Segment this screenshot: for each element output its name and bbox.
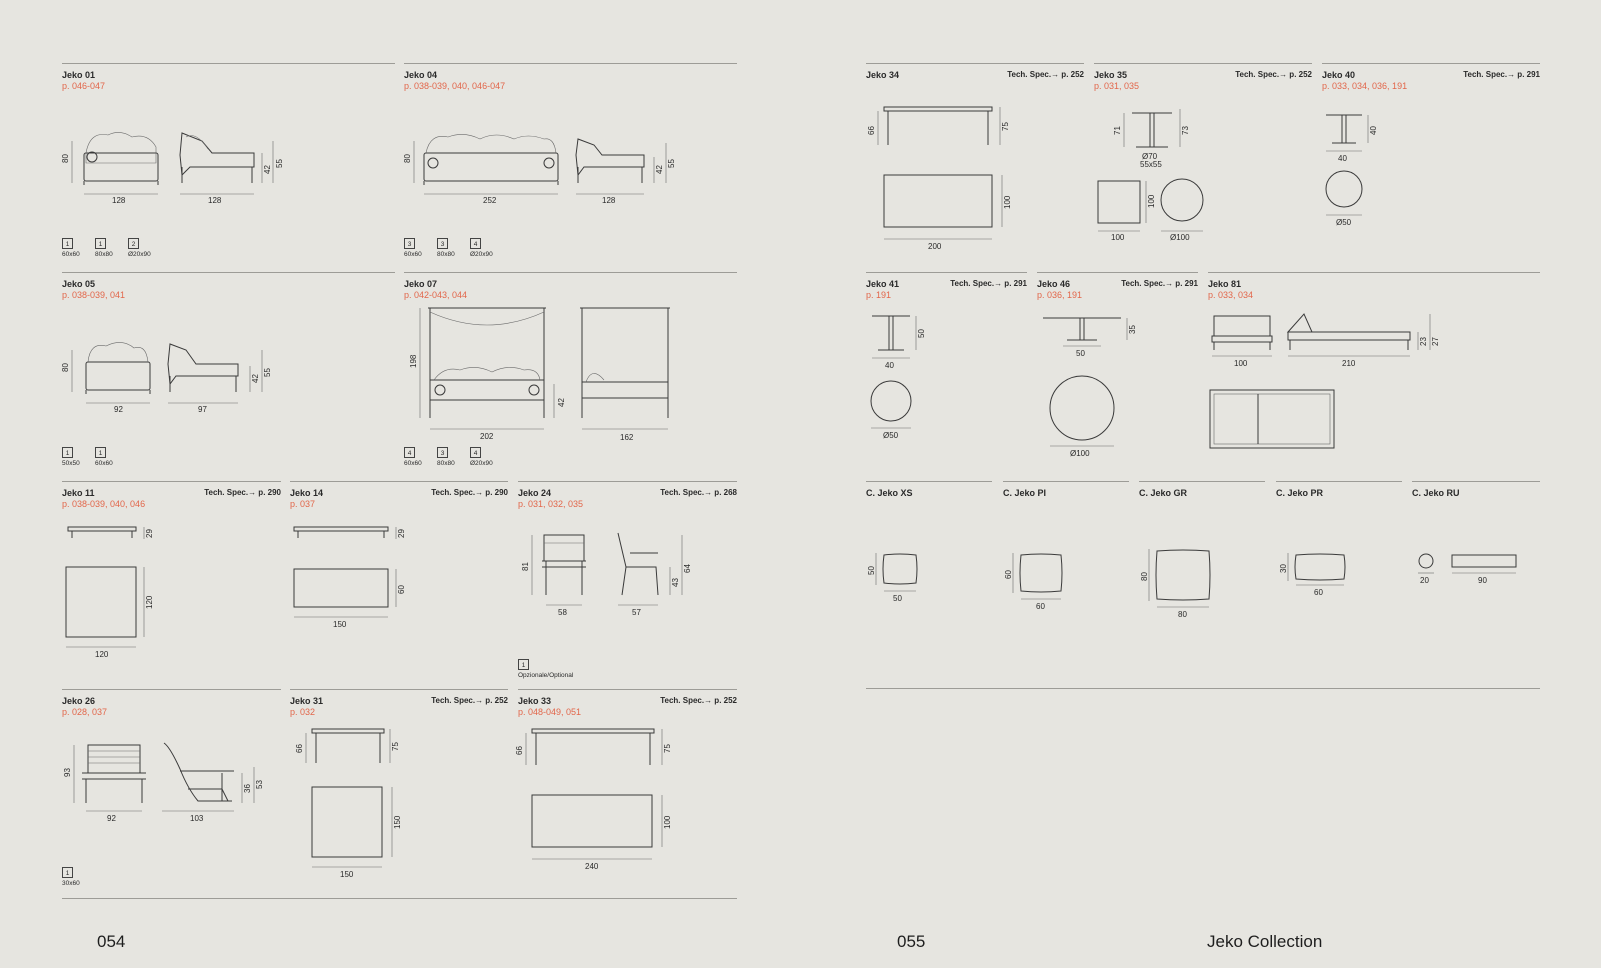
page-reference: p. 046-047 [62, 81, 106, 91]
product-jeko-40 [1322, 63, 1540, 270]
side-view [576, 139, 644, 183]
dim-height: 80 [1140, 572, 1149, 581]
product-name: Jeko 31 [290, 696, 324, 706]
product-jeko-01 [62, 63, 395, 270]
product-jeko-14 [290, 481, 508, 686]
low-table-drawing [1037, 272, 1198, 479]
dim-arm: 55 [263, 368, 272, 377]
dim-width: 150 [333, 620, 347, 629]
page-reference: p. 028, 037 [62, 707, 108, 717]
bottom-rule-right [866, 688, 1540, 689]
dim-seat: 42 [655, 165, 664, 174]
fabric-bolster: 4 Ø20x90 [470, 238, 493, 258]
product-jeko-34 [866, 63, 1084, 270]
side-view [180, 133, 254, 183]
dim-width: 202 [480, 432, 494, 441]
tech-spec-link[interactable]: Tech. Spec.→ p. 290 [431, 488, 508, 497]
page-number-right: 055 [897, 932, 926, 951]
product-name: Jeko 26 [62, 696, 96, 706]
tech-spec-link[interactable]: Tech. Spec.→ p. 291 [1121, 279, 1198, 288]
product-name: Jeko 41 [866, 279, 900, 289]
page-reference: p. 033, 034 [1208, 290, 1254, 300]
product-name: Jeko 34 [866, 70, 900, 80]
dim-width: 60 [1314, 588, 1323, 597]
dim-diameter: 20 [1420, 576, 1429, 585]
dim-seat: 42 [251, 374, 260, 383]
dining-table-drawing [866, 63, 1084, 270]
product-name: Jeko 24 [518, 488, 552, 498]
dim-height: 66 [295, 744, 304, 753]
dim-height: 29 [145, 529, 154, 538]
cushion-drawing [1276, 481, 1402, 686]
dim-back: 27 [1431, 337, 1440, 346]
side-view [618, 533, 658, 595]
dim-seat: 43 [671, 578, 680, 587]
side-table-drawing [1322, 63, 1540, 270]
product-name: Jeko 33 [518, 696, 552, 706]
cushion-drawing [1139, 481, 1265, 686]
product-name: Jeko 14 [290, 488, 324, 498]
dim-width: 50 [1076, 349, 1085, 358]
dim-height: 198 [409, 354, 418, 368]
fabric-bolster: 4 Ø20x90 [470, 447, 493, 467]
dim-width: 128 [112, 196, 126, 205]
dim-width: 252 [483, 196, 497, 205]
product-name: Jeko 35 [1094, 70, 1128, 80]
dim-depth: 103 [190, 814, 204, 823]
fabric-cushion: 3 60x60 [404, 238, 422, 258]
dim-diameter: Ø50 [883, 431, 899, 440]
product-jeko-04 [404, 63, 737, 270]
dim-square-depth: 100 [1147, 194, 1156, 208]
dim-height: 80 [403, 154, 412, 163]
product-name: Jeko 40 [1322, 70, 1356, 80]
dim-square-top: 55x55 [1140, 160, 1162, 169]
dim-height: 80 [61, 363, 70, 372]
product-jeko-07 [404, 272, 737, 479]
page-reference: p. 033, 034, 036, 191 [1322, 81, 1408, 91]
dim-height: 60 [1004, 570, 1013, 579]
page-reference: p. 036, 191 [1037, 290, 1083, 300]
product-name: Jeko 05 [62, 279, 96, 289]
front-view [424, 134, 558, 185]
dim-seat: 23 [1419, 337, 1428, 346]
top-view [1210, 390, 1334, 448]
dim-height: 66 [515, 746, 524, 755]
front-view [86, 342, 150, 394]
dim-height: 81 [521, 562, 530, 571]
dim-depth: 57 [632, 608, 641, 617]
page-reference: p. 038-039, 040, 046-047 [404, 81, 506, 91]
dim-arm: 64 [683, 564, 692, 573]
fabric-cushion: 1 30x60 [62, 867, 80, 887]
dim-width: 40 [1338, 154, 1347, 163]
dim-width: 40 [885, 361, 894, 370]
dim-diameter: Ø100 [1070, 449, 1090, 458]
tech-spec-link[interactable]: Tech. Spec.→ p. 290 [204, 488, 281, 497]
dim-arm: 55 [275, 159, 284, 168]
dim-depth: 150 [393, 815, 402, 829]
product-name: Jeko 46 [1037, 279, 1071, 289]
dim-depth: 100 [663, 815, 672, 829]
product-jeko-35 [1094, 63, 1312, 270]
side-table-drawing [866, 272, 1027, 479]
tech-spec-link[interactable]: Tech. Spec.→ p. 291 [950, 279, 1027, 288]
fabric-cushion: 3 80x80 [437, 238, 455, 258]
dining-chair-drawing [518, 481, 737, 686]
product-name: C. Jeko RU [1412, 488, 1460, 498]
dim-front-width: 100 [1234, 359, 1248, 368]
fabric-cushion: 1 60x60 [95, 447, 113, 467]
side-view [1288, 314, 1440, 368]
dim-table-height: 75 [1001, 122, 1010, 131]
dim-height: 50 [867, 566, 876, 575]
side-view [164, 743, 234, 801]
dining-table-drawing [290, 689, 508, 896]
product-name: C. Jeko GR [1139, 488, 1188, 498]
dim-square-width: 100 [1111, 233, 1125, 242]
dim-width: 240 [585, 862, 599, 871]
dim-depth: 128 [208, 196, 222, 205]
tech-spec-link[interactable]: Tech. Spec.→ p. 291 [1463, 70, 1540, 79]
front-view [82, 745, 146, 803]
dim-depth: 60 [397, 585, 406, 594]
dim-width: 120 [95, 650, 109, 659]
bistro-table-drawing [1094, 63, 1312, 270]
tech-spec-link[interactable]: Tech. Spec.→ p. 268 [660, 488, 737, 497]
dim-width: 80 [1178, 610, 1187, 619]
bottom-rule-left [62, 898, 737, 899]
dim-diameter: Ø50 [1336, 218, 1352, 227]
tech-spec-link[interactable]: Tech. Spec.→ p. 252 [1235, 70, 1312, 79]
product-name: C. Jeko XS [866, 488, 913, 498]
cushion-drawing [1003, 481, 1129, 686]
front-view [428, 308, 546, 418]
tech-spec-link[interactable]: Tech. Spec.→ p. 252 [1007, 70, 1084, 79]
dim-width: 200 [928, 242, 942, 251]
fabric-cushion: 1 80x80 [95, 238, 113, 258]
product-jeko-46 [1037, 272, 1198, 479]
product-name: Jeko 04 [404, 70, 438, 80]
page-reference: p. 031, 035 [1094, 81, 1140, 91]
fabric-bolster: 2 Ø20x90 [128, 238, 151, 258]
dim-height: 29 [397, 529, 406, 538]
product-jeko-24 [518, 481, 737, 686]
dim-height: 80 [61, 154, 70, 163]
fabric-cushion: 3 80x80 [437, 447, 455, 467]
page-reference: p. 038-039, 041 [62, 290, 126, 300]
product-jeko-05 [62, 272, 395, 479]
dim-round-top: Ø70 [1142, 152, 1158, 161]
fabric-optional: 1 Opzionale/Optional [518, 659, 573, 679]
page-reference: p. 042-043, 044 [404, 290, 468, 300]
product-jeko-81 [1208, 272, 1540, 479]
side-view [580, 308, 670, 418]
fabric-cushion: 1 50x50 [62, 447, 80, 467]
dim-width: 60 [1036, 602, 1045, 611]
side-view [168, 344, 238, 392]
sunbed-drawing [1208, 272, 1540, 479]
lounge-chair-drawing [62, 689, 281, 896]
dim-width: 150 [340, 870, 354, 879]
dim-depth: 100 [1003, 195, 1012, 209]
product-name: C. Jeko PR [1276, 488, 1324, 498]
dim-width: 58 [558, 608, 567, 617]
fabric-cushion: 4 60x60 [404, 447, 422, 467]
dim-width: 92 [114, 405, 123, 414]
page-reference: p. 032 [290, 707, 316, 717]
dim-table-height: 75 [663, 744, 672, 753]
dim-height: 30 [1279, 564, 1288, 573]
dim-height: 66 [867, 126, 876, 135]
dim-length: 210 [1342, 359, 1356, 368]
dim-arm: 55 [667, 159, 676, 168]
cushion-jeko-xs [866, 481, 992, 686]
front-view [1212, 316, 1272, 368]
product-name: Jeko 01 [62, 70, 96, 80]
product-name: Jeko 81 [1208, 279, 1242, 289]
collection-title: Jeko Collection [1207, 932, 1323, 951]
cushion-jeko-pi [1003, 481, 1129, 686]
dim-arm: 53 [255, 780, 264, 789]
dim-seat: 42 [263, 165, 272, 174]
dim-height: 93 [63, 768, 72, 777]
dim-length: 90 [1478, 576, 1487, 585]
front-view [542, 535, 586, 595]
dim-width: 50 [893, 594, 902, 603]
product-jeko-26 [62, 689, 281, 896]
product-jeko-31 [290, 689, 508, 896]
coffee-table-drawing [62, 481, 281, 686]
page-number-left: 054 [97, 932, 126, 951]
dim-diameter: Ø100 [1170, 233, 1190, 242]
product-jeko-41 [866, 272, 1027, 479]
dining-table-drawing [515, 689, 737, 896]
cushion-jeko-ru [1412, 481, 1540, 686]
dim-depth: 97 [198, 405, 207, 414]
dim-table-height: 73 [1181, 126, 1190, 135]
page-reference: p. 191 [866, 290, 892, 300]
dim-height: 40 [1369, 126, 1378, 135]
product-name: Jeko 11 [62, 488, 95, 498]
cushion-drawing [866, 481, 992, 686]
dim-depth: 120 [145, 595, 154, 609]
dim-height: 50 [917, 329, 926, 338]
front-view [84, 132, 158, 185]
dim-depth: 162 [620, 433, 634, 442]
dim-height: 35 [1128, 325, 1137, 334]
fabric-cushion: 1 60x60 [62, 238, 80, 258]
page-reference: p. 048-049, 051 [518, 707, 582, 717]
tech-spec-link[interactable]: Tech. Spec.→ p. 252 [431, 696, 508, 705]
bolster-drawing [1412, 481, 1540, 686]
dim-seat: 42 [557, 398, 566, 407]
cushion-jeko-gr [1139, 481, 1265, 686]
product-jeko-11 [62, 481, 281, 686]
dim-depth: 128 [602, 196, 616, 205]
page-reference: p. 031, 032, 035 [518, 499, 584, 509]
page-reference: p. 038-039, 040, 046 [62, 499, 146, 509]
dim-height: 71 [1113, 126, 1122, 135]
cushion-jeko-pr [1276, 481, 1402, 686]
dim-table-height: 75 [391, 742, 400, 751]
dim-width: 92 [107, 814, 116, 823]
coffee-table-drawing [290, 481, 508, 686]
page-reference: p. 037 [290, 499, 316, 509]
product-name: Jeko 07 [404, 279, 438, 289]
product-jeko-33 [515, 689, 737, 896]
product-name: C. Jeko PI [1003, 488, 1047, 498]
tech-spec-link[interactable]: Tech. Spec.→ p. 252 [660, 696, 737, 705]
dim-seat: 36 [243, 784, 252, 793]
